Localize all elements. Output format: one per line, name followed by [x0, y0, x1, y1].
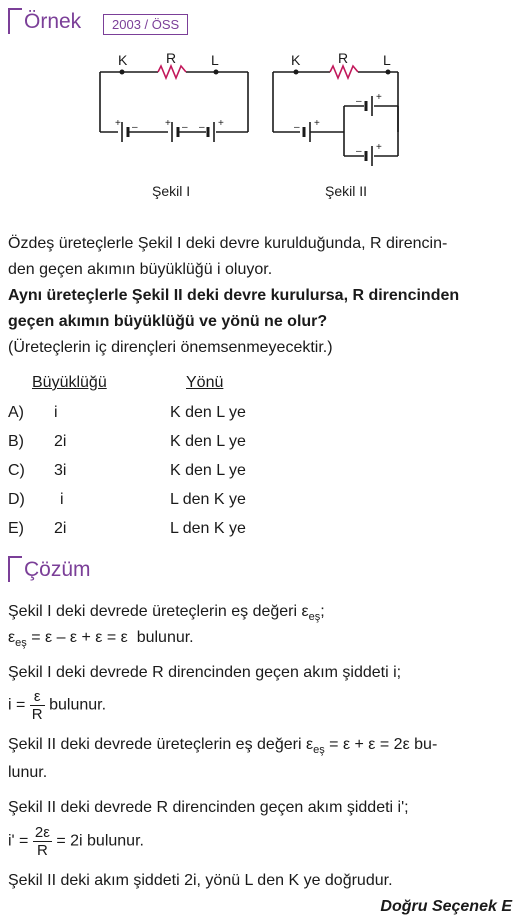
solution-l5-sub: eş	[313, 744, 325, 756]
question-note: (Üreteçlerin iç dirençleri önemsenmeyecektir.)	[8, 339, 333, 356]
solution-l5-rhs: = ε + ε = 2ε bu-	[324, 736, 438, 753]
solution-line-3: Şekil I deki devrede R direncinden geçen akım şiddeti i;	[8, 664, 402, 681]
solution-l2-rhs: = ε – ε + ε = ε	[26, 629, 128, 646]
fig2-b1-plus: +	[314, 118, 320, 129]
option-e-direction: L den K ye	[170, 520, 246, 537]
question-line-1: Özdeş üreteçlerle Şekil I deki devre kurulduğunda, R direncin-	[8, 235, 448, 252]
solution-l2-sub: eş	[15, 637, 27, 649]
solution-l1-eps: ε	[301, 603, 309, 620]
fig1-b1-minus: –	[132, 122, 138, 133]
fig1-b1-plus: +	[115, 118, 121, 129]
fig2-label-k: K	[291, 52, 301, 68]
solution-line-9: Şekil II deki akım şiddeti 2i, yönü L den K ye doğrudur.	[8, 872, 393, 889]
solution-l8-den: R	[36, 842, 48, 859]
option-c-letter: C)	[8, 462, 25, 479]
fig2-label-r: R	[338, 50, 349, 66]
fig1-label-k: K	[118, 52, 128, 68]
solution-line-7: Şekil II deki devrede R direncinden geçen akım şiddeti i';	[8, 799, 409, 816]
solution-l8-tail: = 2i bulunur.	[56, 832, 144, 850]
fig2-b3-minus: –	[356, 146, 362, 157]
fig2-b2-minus: –	[356, 96, 362, 107]
solution-l2-tail: bulunur.	[136, 629, 194, 646]
solution-line-5	[8, 734, 437, 757]
solution-l4-num: ε	[30, 688, 45, 706]
options-header-size: Büyüklüğü	[32, 374, 107, 391]
solution-title: Çözüm	[24, 558, 91, 581]
solution-l8-lhs: i' =	[8, 832, 29, 850]
example-title: Örnek	[24, 10, 82, 33]
option-b-direction: K den L ye	[170, 433, 246, 450]
solution-l8-fraction	[33, 824, 52, 859]
question-bold-2: geçen akımın büyüklüğü ve yönü ne olur?	[8, 313, 328, 330]
example-bracket	[8, 8, 22, 34]
exam-tag: 2003 / ÖSS	[103, 14, 188, 35]
solution-l1-sub: eş	[308, 611, 321, 623]
circuit-figures	[0, 44, 522, 214]
solution-line-6: lunur.	[8, 764, 48, 781]
fig2-label-l: L	[383, 52, 391, 68]
solution-bracket	[8, 556, 22, 582]
solution-l4-lhs: i =	[8, 696, 26, 714]
option-b-size: 2i	[54, 433, 67, 450]
solution-l5-eps: ε	[305, 736, 314, 753]
option-e-letter: E)	[8, 520, 24, 537]
fig2-b1-minus: –	[294, 122, 300, 133]
fig1-b3-plus: +	[218, 118, 224, 129]
option-b-letter: B)	[8, 433, 24, 450]
correct-answer: Doğru Seçenek E	[380, 898, 512, 915]
fig2-b2-plus: +	[376, 92, 382, 103]
fig2-b3-plus: +	[376, 142, 382, 153]
solution-l5-text: Şekil II deki devrede üreteçlerin eş değeri	[8, 736, 306, 753]
solution-line-1	[8, 601, 325, 624]
fig1-label-l: L	[211, 52, 219, 68]
option-d-letter: D)	[8, 491, 25, 508]
option-a-size: i	[54, 404, 58, 421]
solution-l4-fraction	[30, 688, 45, 723]
fig1-b2-plus: +	[165, 118, 171, 129]
fig2-caption: Şekil II	[325, 183, 368, 199]
question-bold-1: Aynı üreteçlerle Şekil II deki devre kurulursa, R direncinden	[8, 287, 460, 304]
solution-l2-eps: ε	[8, 629, 16, 646]
option-e-size: 2i	[54, 520, 67, 537]
solution-line-8	[8, 824, 144, 859]
fig1-caption: Şekil I	[152, 183, 191, 199]
option-a-direction: K den L ye	[170, 404, 246, 421]
question-line-2: den geçen akımın büyüklüğü i oluyor.	[8, 261, 273, 278]
solution-line-4	[8, 688, 106, 723]
option-c-direction: K den L ye	[170, 462, 246, 479]
solution-l4-tail: bulunur.	[49, 696, 107, 714]
solution-l8-num: 2ε	[34, 824, 50, 841]
fig1-b2-minus: –	[182, 122, 188, 133]
option-d-direction: L den K ye	[170, 491, 246, 508]
option-d-size: i	[60, 491, 64, 508]
solution-line-2	[8, 627, 194, 650]
option-c-size: 3i	[54, 462, 67, 479]
option-a-letter: A)	[8, 404, 24, 421]
options-header-direction: Yönü	[186, 374, 224, 391]
fig1-b3-minus: –	[199, 122, 205, 133]
solution-l4-den: R	[31, 706, 43, 723]
solution-l1-text: Şekil I deki devrede üreteçlerin eş değeri	[8, 603, 302, 620]
solution-l1-semicolon: ;	[320, 603, 325, 620]
fig1-label-r: R	[166, 50, 177, 66]
